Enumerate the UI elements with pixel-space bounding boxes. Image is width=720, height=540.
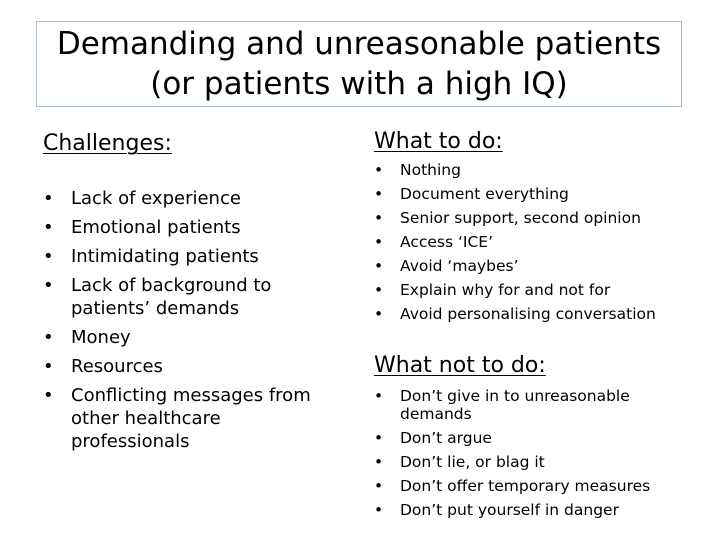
bullet-icon: • xyxy=(374,453,384,471)
bullet-icon: • xyxy=(43,356,54,377)
list-item: • Money xyxy=(43,327,131,348)
bullet-icon: • xyxy=(374,233,384,251)
what-to-do-list xyxy=(374,158,656,326)
list-item: • Emotional patients xyxy=(43,217,241,238)
list-item: • Don’t lie, or blag it xyxy=(374,453,545,471)
challenges-list xyxy=(43,187,343,459)
bullet-icon: • xyxy=(374,185,384,203)
bullet-icon: • xyxy=(374,387,384,405)
title-line-1: Demanding and unreasonable patients xyxy=(56,26,662,62)
bullet-icon: • xyxy=(374,209,384,227)
challenges-heading: Challenges: xyxy=(43,131,172,156)
list-item: • Resources xyxy=(43,356,163,377)
bullet-icon: • xyxy=(43,246,54,267)
bullet-icon: • xyxy=(43,385,54,406)
list-item: • Don’t put yourself in danger xyxy=(374,501,619,519)
what-not-to-do-list xyxy=(374,387,650,525)
list-item: • Explain why for and not for xyxy=(374,278,656,302)
bullet-icon: • xyxy=(374,281,384,299)
list-item: • Access ‘ICE’ xyxy=(374,230,656,254)
list-item: • Nothing xyxy=(374,158,656,182)
list-item: • Conflicting messages from other healthcare professionals xyxy=(43,385,311,452)
bullet-icon: • xyxy=(43,275,54,296)
list-item: • Don’t give in to unreasonable demands xyxy=(374,387,630,423)
slide-title xyxy=(36,21,682,107)
bullet-icon: • xyxy=(374,429,384,447)
list-item: • Senior support, second opinion xyxy=(374,206,656,230)
bullet-icon: • xyxy=(374,477,384,495)
list-item: • Don’t offer temporary measures xyxy=(374,477,651,495)
list-item: • Lack of background to patients’ demands xyxy=(43,275,272,319)
list-item: • Avoid personalising conversation xyxy=(374,302,656,326)
list-item: • Avoid ‘maybes’ xyxy=(374,254,656,278)
list-item: • Intimidating patients xyxy=(43,246,259,267)
bullet-icon: • xyxy=(374,501,384,519)
bullet-icon: • xyxy=(374,305,384,323)
bullet-icon: • xyxy=(43,217,54,238)
what-not-to-do-heading: What not to do: xyxy=(374,353,546,378)
bullet-icon: • xyxy=(374,161,384,179)
what-to-do-heading: What to do: xyxy=(374,129,503,154)
bullet-icon: • xyxy=(374,257,384,275)
bullet-icon: • xyxy=(43,188,54,209)
list-item: • Document everything xyxy=(374,182,656,206)
bullet-icon: • xyxy=(43,327,54,348)
list-item: • Lack of experience xyxy=(43,188,241,209)
title-line-2: (or patients with a high IQ) xyxy=(150,66,568,102)
list-item: • Don’t argue xyxy=(374,429,492,447)
